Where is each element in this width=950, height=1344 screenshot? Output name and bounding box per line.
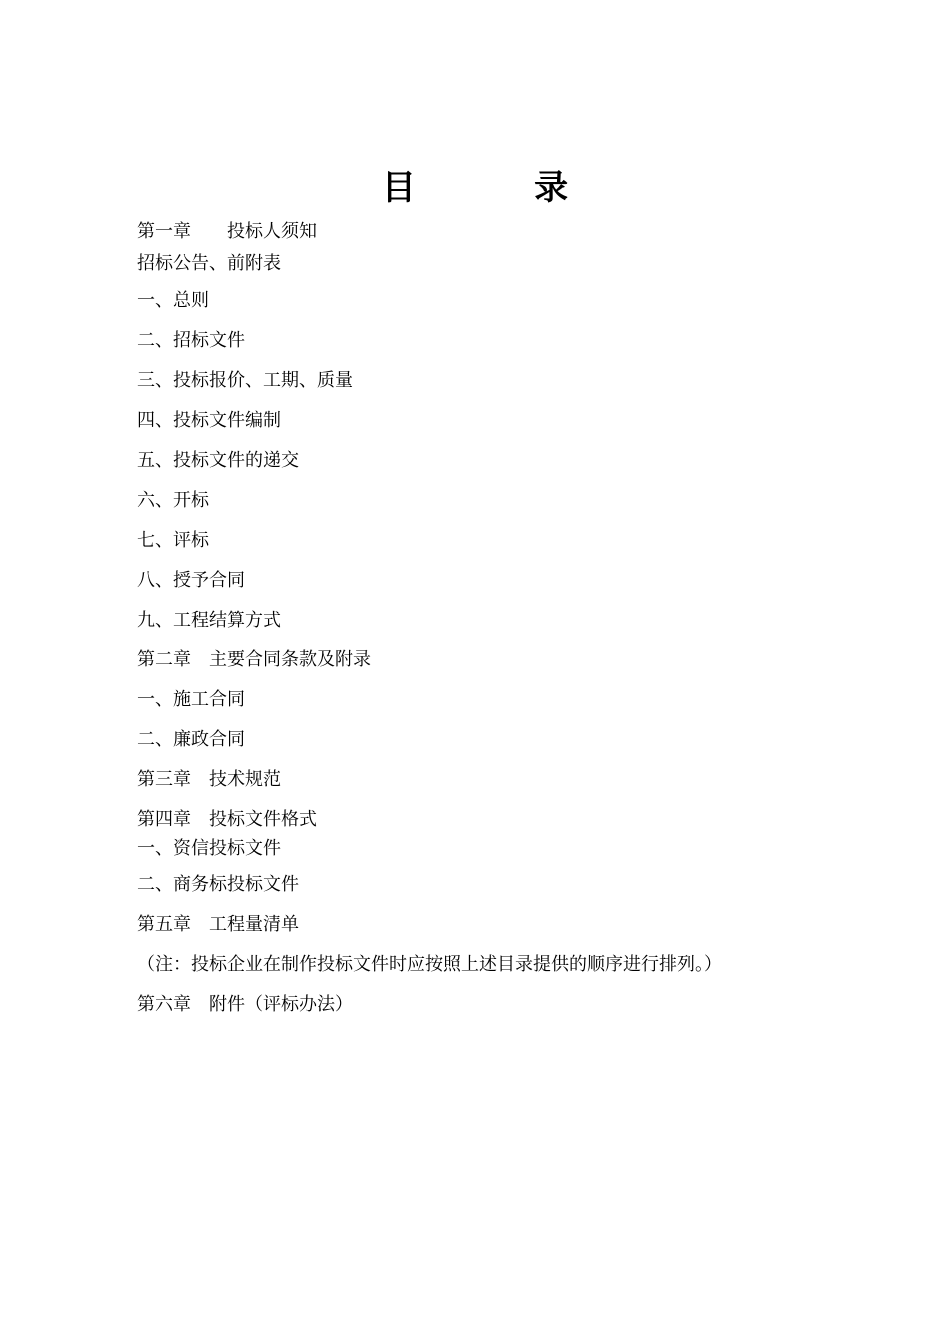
toc-entry: 一、资信投标文件 — [137, 838, 281, 859]
toc-entry-chapter-4: 第四章 投标文件格式 — [137, 809, 317, 830]
toc-entry-chapter-2: 第二章 主要合同条款及附录 — [137, 649, 371, 670]
toc-entry: 一、总则 — [137, 290, 209, 311]
toc-entry: 二、招标文件 — [137, 330, 245, 351]
toc-entry: 三、投标报价、工期、质量 — [137, 370, 353, 391]
toc-entry: 六、开标 — [137, 490, 209, 511]
toc-entry: 八、授予合同 — [137, 570, 245, 591]
toc-entry: 五、投标文件的递交 — [137, 450, 299, 471]
toc-entry-chapter-5: 第五章 工程量清单 — [137, 914, 299, 935]
toc-entry: 九、工程结算方式 — [137, 610, 281, 631]
toc-entry: 一、施工合同 — [137, 689, 245, 710]
toc-entry: 四、投标文件编制 — [137, 410, 281, 431]
toc-title: 目 录 — [381, 168, 569, 208]
toc-entry-chapter-6: 第六章 附件（评标办法） — [137, 994, 353, 1015]
toc-entry-chapter-1: 第一章 投标人须知 — [137, 221, 317, 242]
toc-entry: 二、商务标投标文件 — [137, 874, 299, 895]
toc-note: （注：投标企业在制作投标文件时应按照上述目录提供的顺序进行排列。） — [137, 954, 722, 975]
toc-entry: 七、评标 — [137, 530, 209, 551]
toc-entry: 二、廉政合同 — [137, 729, 245, 750]
toc-entry: 招标公告、前附表 — [137, 253, 281, 274]
toc-entry-chapter-3: 第三章 技术规范 — [137, 769, 281, 790]
